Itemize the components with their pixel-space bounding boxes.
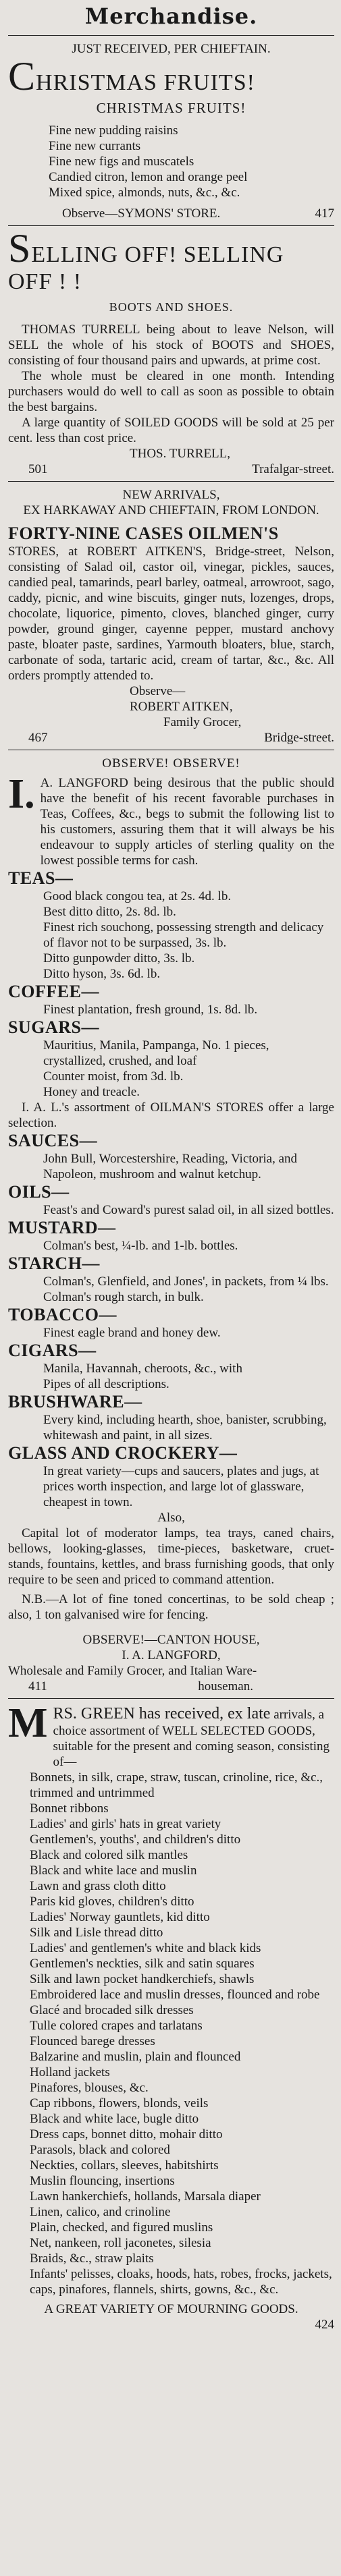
category-list-starch <box>8 1274 334 1305</box>
ad-footer <box>8 461 334 477</box>
list-item: Infants' pelisses, cloaks, hoods, hats, robes, frocks, jackets, caps, pinafores, flannels, shirts, gowns, &c., &c. <box>30 2267 332 2297</box>
ad-top-line: EX HARKAWAY AND CHIEFTAIN, FROM LONDON. <box>23 503 319 517</box>
ad-body: Capital lot of moderator lamps, tea trays, caned chairs, bellows, looking-glasses, time-pieces, basketware, cruet-stands, fountains, kettles, and brass furnishing goods, that only require to be seen and priced to command attention. <box>8 1526 334 1587</box>
ad-subheading: CHRISTMAS FRUITS! <box>96 100 246 116</box>
ad-headline <box>8 54 334 99</box>
ad-footer: A GREAT VARIETY OF MOURNING GOODS. <box>44 2302 298 2316</box>
ad-address: Trafalgar-street. <box>252 462 334 476</box>
ad-signature-title: Wholesale and Family Grocer, and Italian Ware- <box>8 1664 257 1678</box>
list-item: Every kind, including hearth, shoe, banister, scrubbing, whitewash and paint, in all sizes. <box>43 1413 327 1443</box>
list-item: Finest plantation, fresh ground, 1s. 8d. lb. <box>43 1003 258 1017</box>
ad-signature-title: houseman. <box>198 1679 253 1693</box>
ad-item-list <box>8 1770 334 2297</box>
ad-footer <box>8 206 334 221</box>
ad-signature: THOS. TURRELL, <box>130 447 231 461</box>
category-heading-glass: GLASS AND CROCKERY— <box>8 1443 238 1463</box>
ad-top-line: OBSERVE! OBSERVE! <box>102 756 240 771</box>
ad-body: I. A. L.'s assortment of OILMAN'S STORES offer a large selection. <box>8 1100 334 1130</box>
ad-headline-cap: S <box>8 226 32 271</box>
list-item: Lawn hankerchiefs, hollands, Marsala diaper <box>30 2189 261 2204</box>
list-item: Embroidered lace and muslin dresses, flounced and robe <box>30 1988 320 2002</box>
list-item: Honey and treacle. <box>43 1085 140 1099</box>
list-item: Holland jackets <box>30 2065 110 2079</box>
ad-headline-rest: ELLING OFF! SELLING OFF ! ! <box>8 242 284 294</box>
list-item: Best ditto ditto, 2s. 8d. lb. <box>43 905 176 919</box>
list-item: John Bull, Worcestershire, Reading, Victoria, and Napoleon, mushroom and walnut ketchup. <box>43 1152 298 1181</box>
list-item: Fine new pudding raisins <box>49 123 178 138</box>
ad-observe: OBSERVE!—CANTON HOUSE, <box>82 1633 260 1647</box>
ad-headline-cap: C <box>8 54 36 99</box>
category-heading-sugars: SUGARS— <box>8 1017 99 1037</box>
list-item: Glacé and brocaded silk dresses <box>30 2003 194 2017</box>
divider <box>8 481 334 482</box>
ad-headline: FORTY-NINE CASES OILMEN'S <box>8 524 279 543</box>
category-list-cigars <box>8 1361 334 1392</box>
list-item: Finest rich souchong, possessing strength and delicacy of flavor not to be surpassed, 3s. lb. <box>43 920 324 950</box>
ad-footer <box>8 1679 334 1694</box>
ad-top-line: NEW ARRIVALS, <box>122 488 220 502</box>
list-item: Finest eagle brand and honey dew. <box>43 1326 221 1340</box>
list-item: Lawn and grass cloth ditto <box>30 1879 166 1893</box>
ad-dropcap: I. <box>8 771 35 817</box>
ad-intro-block <box>53 1704 334 1770</box>
list-item: Balzarine and muslin, plain and flounced <box>30 2050 241 2064</box>
category-heading-oils: OILS— <box>8 1182 70 1202</box>
ad-signature: I. A. LANGFORD, <box>122 1648 221 1662</box>
ad-footer <box>8 730 334 746</box>
list-item: Parasols, black and colored <box>30 2143 170 2157</box>
ad-top-line: JUST RECEIVED, PER CHIEFTAIN. <box>72 42 271 56</box>
list-item: Fine new currants <box>49 139 141 153</box>
category-list-teas <box>8 889 334 982</box>
ad-body: STORES, at ROBERT AITKEN'S, Bridge-street, Nelson, consisting of Salad oil, castor oil, vinegar, pickles, sauces, candied peal, tamarinds, pearl barley, oatmeal, arrowroot, sago, caddy, picnic, and wine biscuits, ginger nuts, lozenges, drops, chocolate, liquorice, pimento, cloves, blanched ginger, curry powder, ground ginger, cayenne pepper, mustard anchovy paste, bloater paste, sardines, Yarmouth bloaters, blue, starch, carbonate of soda, tartaric acid, cream of tartar, &c., &c. All orders promptly attended to. <box>8 544 334 683</box>
ad-signature-title: Family Grocer, <box>163 715 242 729</box>
ad-dropcap: M <box>8 1700 48 1746</box>
ad-signature: ROBERT AITKEN, <box>130 700 233 714</box>
ad-headline: RS. GREEN has received, ex late <box>53 1705 271 1723</box>
ad-christmas-fruits <box>8 41 334 221</box>
ad-list <box>8 123 334 200</box>
list-item: Ladies' Norway gauntlets, kid ditto <box>30 1910 210 1924</box>
category-heading-cigars: CIGARS— <box>8 1341 97 1360</box>
list-item: Gentlemen's, youths', and children's ditto <box>30 1832 241 1847</box>
list-item: Tulle colored crapes and tarlatans <box>30 2019 203 2033</box>
list-item: Silk and Lisle thread ditto <box>30 1926 163 1940</box>
ad-body: The whole must be cleared in one month. Intending purchasers would do well to call as soon as possible to obtain the best bargains. <box>8 369 334 414</box>
ad-headline-rest: HRISTMAS FRUITS! <box>36 70 255 95</box>
category-heading-starch: STARCH— <box>8 1254 100 1273</box>
category-heading-teas: TEAS— <box>8 868 74 888</box>
ad-intro <box>8 1700 334 1770</box>
list-item: Mauritius, Manila, Pampanga, No. 1 pieces, crystallized, crushed, and loaf <box>43 1038 269 1068</box>
list-item: Plain, checked, and figured muslins <box>30 2220 213 2235</box>
category-list-sugars <box>8 1038 334 1100</box>
list-item: Ditto hyson, 3s. 6d. lb. <box>43 967 161 981</box>
list-item: Colman's best, ¼-lb. and 1-lb. bottles. <box>43 1239 238 1253</box>
list-item: Pinafores, blouses, &c. <box>30 2081 149 2095</box>
ad-number: 411 <box>28 1679 47 1693</box>
list-item: Colman's, Glenfield, and Jones', in packets, from ¼ lbs. <box>43 1275 329 1289</box>
list-item: Black and white lace, bugle ditto <box>30 2112 199 2126</box>
list-item: Counter moist, from 3d. lb. <box>43 1069 184 1084</box>
category-heading-coffee: COFFEE— <box>8 982 99 1001</box>
list-item: Gentlemen's neckties, silk and satin squares <box>30 1957 255 1971</box>
ad-number: 417 <box>315 206 334 221</box>
list-item: Cap ribbons, flowers, blonds, veils <box>30 2096 209 2110</box>
list-item: Black and colored silk mantles <box>30 1848 188 1862</box>
divider <box>8 1698 334 1699</box>
category-heading-brushware: BRUSHWARE— <box>8 1392 142 1411</box>
list-item: Dress caps, bonnet ditto, mohair ditto <box>30 2127 223 2141</box>
list-item: Net, nankeen, roll jaconetes, silesia <box>30 2236 211 2250</box>
list-item: Ladies' and gentlemen's white and black kids <box>30 1941 261 1955</box>
ad-number: 501 <box>28 462 48 476</box>
list-item: Good black congou tea, at 2s. 4d. lb. <box>43 889 232 903</box>
ad-body: A. LANGFORD being desirous that the public should have the benefit of his recent favorable purchases in Teas, Coffees, &c., begs to submit the following list to his customers, assuring them that it will always be his endeavour to supply articles of sterling quality on the lowest possible terms for cash. <box>40 776 334 868</box>
list-item: Linen, calico, and crinoline <box>30 2205 171 2219</box>
list-item: Black and white lace and muslin <box>30 1864 197 1878</box>
section-masthead: Merchandise. <box>84 3 258 29</box>
ad-intro <box>8 771 334 868</box>
category-heading-mustard: MUSTARD— <box>8 1218 116 1237</box>
ad-observe: Observe— <box>130 684 186 698</box>
list-item: Flounced barege dresses <box>30 2034 155 2048</box>
ad-langford <box>8 756 334 1694</box>
list-item: Paris kid gloves, children's ditto <box>30 1895 194 1909</box>
list-item: Bonnet ribbons <box>30 1801 109 1816</box>
ad-subheading: BOOTS AND SHOES. <box>109 300 234 314</box>
list-item: In great variety—cups and saucers, plates and jugs, at prices worth inspection, and large lot of glassware, cheapest in town. <box>43 1464 319 1509</box>
ad-mrs-green <box>8 1700 334 2332</box>
list-item: Muslin flouncing, insertions <box>30 2174 175 2188</box>
ad-body: arrivals, a choice assortment of WELL SELECTED GOODS, suitable for the present and coming season, consisting of— <box>53 1708 330 1769</box>
ad-number: 467 <box>28 731 48 745</box>
ad-footer-text: Observe—SYMONS' STORE. <box>62 206 221 221</box>
list-item: Neckties, collars, sleeves, habitshirts <box>30 2158 219 2173</box>
ad-nb: N.B.—A lot of fine toned concertinas, to be sold cheap ; also, 1 ton galvanised wire for fencing. <box>8 1592 334 1622</box>
ad-body: THOMAS TURRELL being about to leave Nelson, will SELL the whole of his stock of BOOTS and SHOES, consisting of four thousand pairs and upwards, at prime cost. <box>8 323 334 368</box>
divider <box>8 225 334 226</box>
ad-body: A large quantity of SOILED GOODS will be sold at 25 per cent. less than cost price. <box>8 416 334 445</box>
ad-also: Also, <box>157 1511 185 1525</box>
list-item: Feast's and Coward's purest salad oil, in all sized bottles. <box>43 1203 334 1217</box>
category-heading-tobacco: TOBACCO— <box>8 1305 117 1324</box>
divider <box>8 35 334 36</box>
list-item: Fine new figs and muscatels <box>49 155 194 169</box>
category-heading-sauces: SAUCES— <box>8 1131 98 1150</box>
list-item: Colman's rough starch, in bulk. <box>43 1290 204 1304</box>
list-item: Candied citron, lemon and orange peel <box>49 170 248 184</box>
list-item: Braids, &c., straw plaits <box>30 2251 154 2266</box>
ad-number: 424 <box>315 2318 334 2332</box>
list-item: Pipes of all descriptions. <box>43 1377 169 1391</box>
ad-address: Bridge-street. <box>264 731 334 745</box>
ad-headline <box>8 226 334 296</box>
newspaper-column <box>0 1 341 2576</box>
list-item: Ditto gunpowder ditto, 3s. lb. <box>43 951 195 965</box>
list-item: Bonnets, in silk, crape, straw, tuscan, crinoline, rice, &c., trimmed and untrimmed <box>30 1770 323 1800</box>
list-item: Ladies' and girls' hats in great variety <box>30 1817 221 1831</box>
ad-selling-off <box>8 226 334 477</box>
list-item: Silk and lawn pocket handkerchiefs, shawls <box>30 1972 255 1986</box>
list-item: Manila, Havannah, cheroots, &c., with <box>43 1362 242 1376</box>
list-item: Mixed spice, almonds, nuts, &c., &c. <box>49 186 240 200</box>
ad-oilmens-stores <box>8 487 334 746</box>
